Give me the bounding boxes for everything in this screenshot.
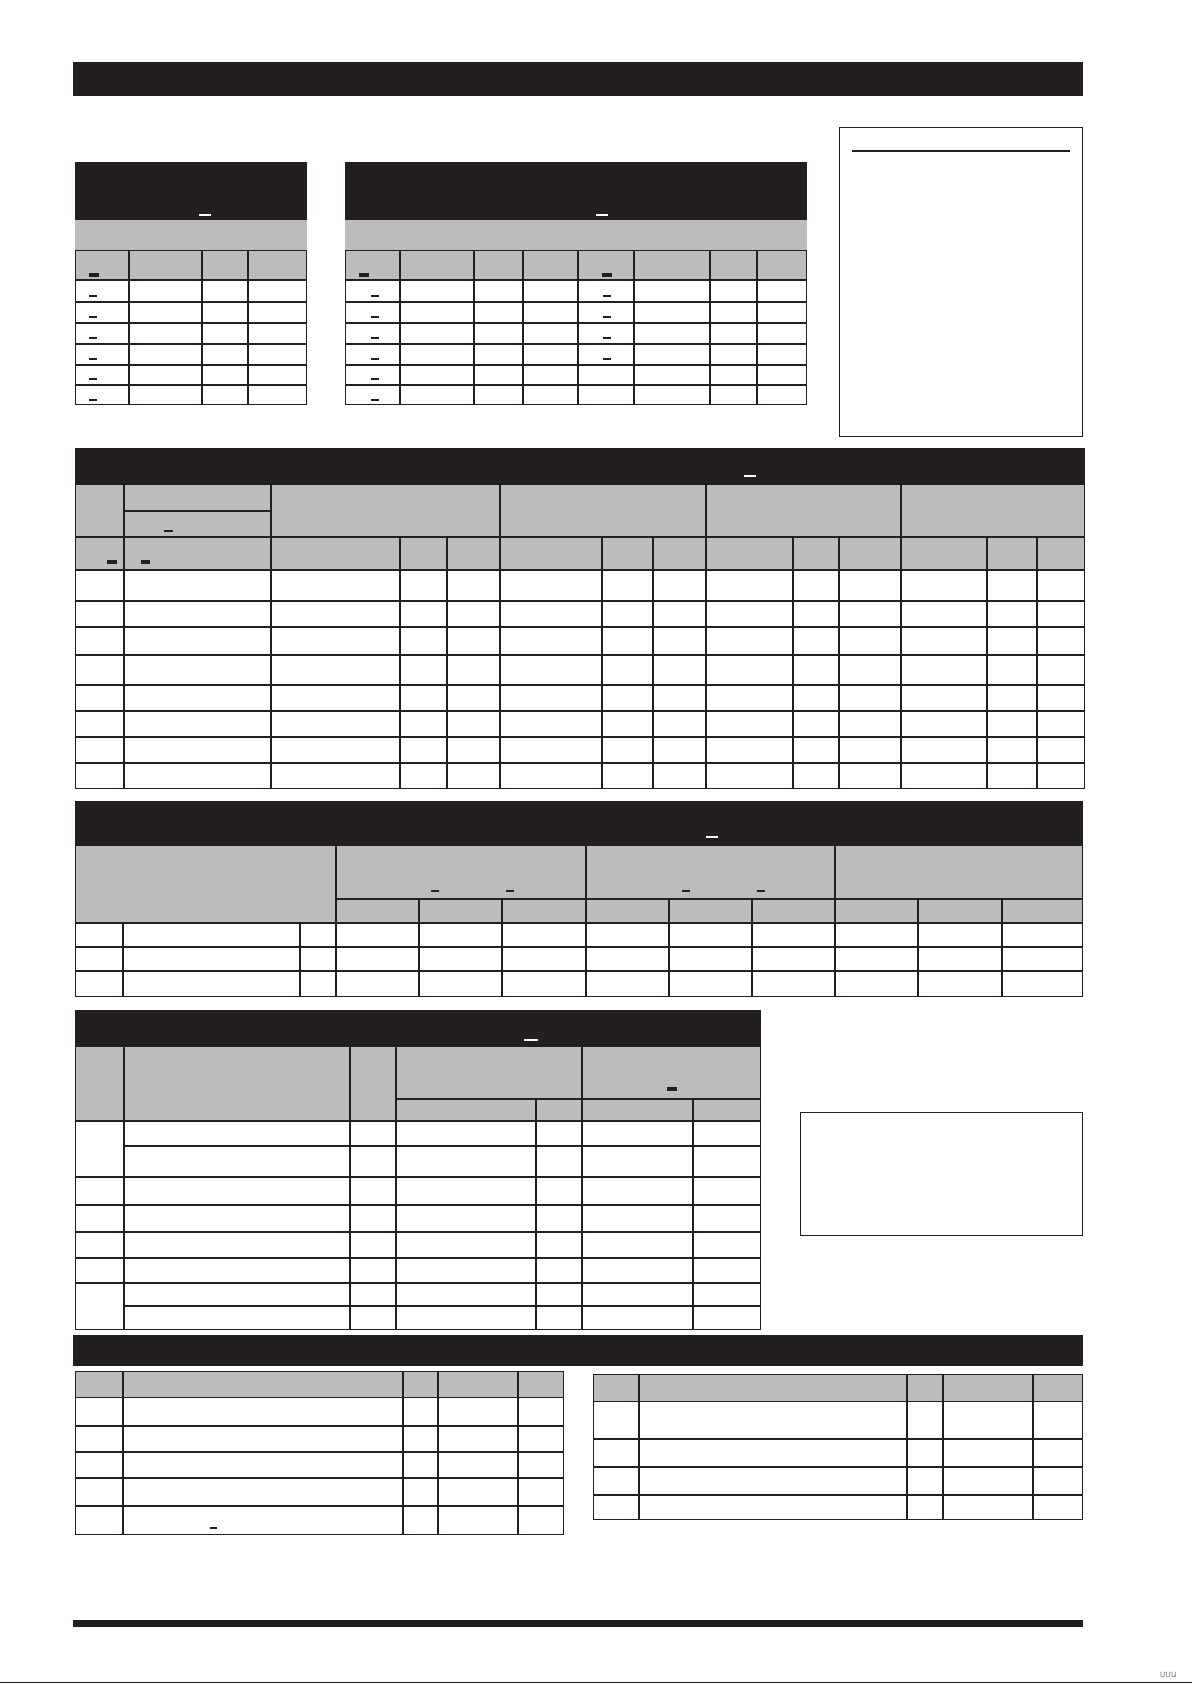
table-b-colheads <box>345 250 807 280</box>
table-e <box>75 1010 761 1330</box>
table-b-subheader <box>345 220 807 250</box>
table-e-body <box>75 1046 761 1330</box>
table-e-header <box>75 1010 761 1046</box>
corner-mark: ՄՄԱ <box>1160 1672 1177 1679</box>
section-bar-bottom <box>73 1335 1083 1366</box>
page-bottom-edge <box>0 1682 1192 1683</box>
table-a-subheader <box>75 220 307 250</box>
table-c <box>75 448 1085 789</box>
table-a-colheads <box>75 250 307 280</box>
table-c-header <box>75 448 1085 484</box>
table-f <box>75 1371 564 1535</box>
table-d <box>75 801 1083 997</box>
table-a <box>75 162 307 405</box>
table-b <box>345 162 807 405</box>
table-c-body <box>75 484 1085 789</box>
table-g <box>593 1374 1083 1520</box>
footer-rule <box>73 1620 1083 1627</box>
table-f-body <box>75 1371 564 1535</box>
side-info-box <box>839 127 1083 437</box>
table-d-body <box>75 845 1083 997</box>
table-d-header <box>75 801 1083 845</box>
note-box <box>800 1112 1083 1236</box>
table-a-header <box>75 162 307 220</box>
page-header-bar <box>73 62 1083 96</box>
table-b-header <box>345 162 807 220</box>
table-g-body <box>593 1374 1083 1520</box>
